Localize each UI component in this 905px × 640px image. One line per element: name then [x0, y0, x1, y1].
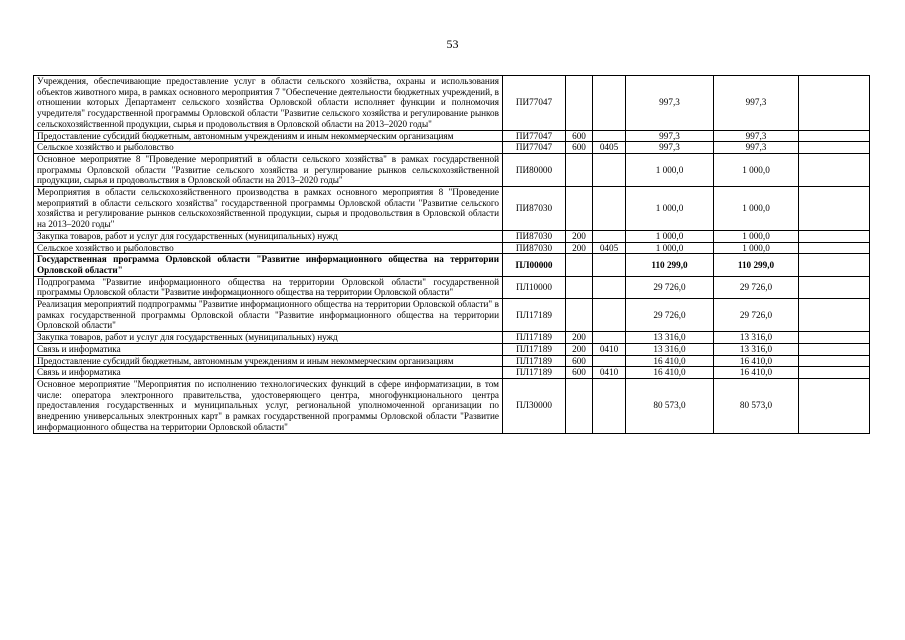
amount-2: 16 410,0 [714, 367, 799, 379]
row-name: Мероприятия в области сельскохозяйственного производства в рамках основного мероприятия 8 "Проведение мероприятий в области сельского хозяйства" государственной программы Орловской области "Развитие сельского хозяйства и регулирование рынков сельскохозяйственной продукции, сырья и продовольствия в Орловской области на 2013–2020 годы" [34, 187, 503, 231]
section-code [593, 276, 626, 298]
amount-1: 13 316,0 [626, 332, 714, 344]
target-code: ПИ77047 [503, 130, 566, 142]
section-code [593, 254, 626, 276]
amount-1: 997,3 [626, 130, 714, 142]
target-code: ПИ77047 [503, 76, 566, 131]
expense-type: 600 [566, 142, 593, 154]
table-body [34, 76, 870, 434]
row-name: Связь и информатика [34, 343, 503, 355]
amount-3 [799, 367, 870, 379]
expense-type [566, 299, 593, 332]
table-row [34, 378, 870, 433]
row-name: Реализация мероприятий подпрограммы "Развитие информационного общества на территории Орловской области" в рамках государственной программы Орловской области "Развитие информационного общества на территории Орловской области" [34, 299, 503, 332]
expense-type: 200 [566, 242, 593, 254]
amount-2: 16 410,0 [714, 355, 799, 367]
expense-type [566, 187, 593, 231]
target-code: ПИ87030 [503, 187, 566, 231]
table-row [34, 332, 870, 344]
table-row [34, 276, 870, 298]
expense-type [566, 153, 593, 186]
amount-1: 997,3 [626, 76, 714, 131]
table-row [34, 367, 870, 379]
amount-1: 1 000,0 [626, 242, 714, 254]
target-code: ПЛ17189 [503, 299, 566, 332]
amount-1: 110 299,0 [626, 254, 714, 276]
amount-1: 997,3 [626, 142, 714, 154]
row-name: Подпрограмма "Развитие информационного общества на территории Орловской области" государственной программы Орловской области "Развитие информационного общества на территории Орловской области" [34, 276, 503, 298]
amount-1: 16 410,0 [626, 367, 714, 379]
amount-3 [799, 332, 870, 344]
section-code: 0410 [593, 343, 626, 355]
amount-2: 997,3 [714, 142, 799, 154]
amount-2: 1 000,0 [714, 153, 799, 186]
expense-type: 200 [566, 230, 593, 242]
target-code: ПЛ30000 [503, 378, 566, 433]
section-code: 0405 [593, 242, 626, 254]
amount-2: 13 316,0 [714, 332, 799, 344]
amount-3 [799, 242, 870, 254]
expense-type [566, 276, 593, 298]
amount-3 [799, 276, 870, 298]
amount-1: 29 726,0 [626, 276, 714, 298]
amount-2: 1 000,0 [714, 230, 799, 242]
section-code [593, 153, 626, 186]
row-name: Учреждения, обеспечивающие предоставление услуг в области сельского хозяйства, охраны и использования объектов животного мира, в рамках основного мероприятия 7 "Обеспечение деятельности бюджетных учреждений, в отношении которых Департамент сельского хозяйства Орловской области исполняет функции и полномочия учредителя" государственной программы Орловской области "Развитие сельского хозяйства и регулирование рынков сельскохозяйственной продукции, сырья и продовольствия в Орловской области на 2013–2020 годы" [34, 76, 503, 131]
row-name: Основное мероприятие 8 "Проведение мероприятий в области сельского хозяйства" в рамках государственной программы Орловской области "Развитие сельского хозяйства и регулирование рынков сельскохозяйственной продукции, сырья и продовольствия в Орловской области на 2013–2020 годы" [34, 153, 503, 186]
amount-3 [799, 378, 870, 433]
amount-2: 997,3 [714, 130, 799, 142]
amount-3 [799, 254, 870, 276]
section-code [593, 230, 626, 242]
target-code: ПИ80000 [503, 153, 566, 186]
amount-1: 1 000,0 [626, 187, 714, 231]
amount-2: 13 316,0 [714, 343, 799, 355]
expense-type [566, 76, 593, 131]
table-row [34, 187, 870, 231]
target-code: ПЛ17189 [503, 367, 566, 379]
table-row [34, 242, 870, 254]
table-row [34, 142, 870, 154]
target-code: ПЛ00000 [503, 254, 566, 276]
amount-1: 16 410,0 [626, 355, 714, 367]
row-name: Основное мероприятие "Мероприятия по исполнению технологических функций в сфере информатизации, в том числе: оператора электронного правительства, удостоверяющего центра, многофункционального центра предоставления государственных и муниципальных услуг, региональной уполномоченной организации по внедрению универсальных электронных карт" в рамках государственной программы Орловской области "Развитие информационного общества на территории Орловской области" [34, 378, 503, 433]
section-code [593, 355, 626, 367]
amount-1: 1 000,0 [626, 153, 714, 186]
amount-2: 110 299,0 [714, 254, 799, 276]
target-code: ПИ87030 [503, 230, 566, 242]
amount-3 [799, 299, 870, 332]
row-name: Предоставление субсидий бюджетным, автономным учреждениям и иным некоммерческим организациям [34, 355, 503, 367]
amount-3 [799, 142, 870, 154]
expense-type [566, 254, 593, 276]
amount-1: 1 000,0 [626, 230, 714, 242]
section-code [593, 299, 626, 332]
table-row [34, 76, 870, 131]
amount-2: 1 000,0 [714, 187, 799, 231]
amount-2: 997,3 [714, 76, 799, 131]
budget-table [33, 75, 870, 434]
row-name: Предоставление субсидий бюджетным, автономным учреждениям и иным некоммерческим организациям [34, 130, 503, 142]
section-code [593, 76, 626, 131]
section-code [593, 130, 626, 142]
table-row [34, 130, 870, 142]
table-row [34, 299, 870, 332]
row-name: Государственная программа Орловской области "Развитие информационного общества на территории Орловской области" [34, 254, 503, 276]
row-name: Закупка товаров, работ и услуг для государственных (муниципальных) нужд [34, 332, 503, 344]
expense-type [566, 378, 593, 433]
amount-2: 80 573,0 [714, 378, 799, 433]
amount-3 [799, 355, 870, 367]
expense-type: 200 [566, 343, 593, 355]
target-code: ПИ87030 [503, 242, 566, 254]
table-row [34, 254, 870, 276]
section-code [593, 187, 626, 231]
table-row [34, 153, 870, 186]
target-code: ПИ77047 [503, 142, 566, 154]
amount-3 [799, 187, 870, 231]
section-code: 0410 [593, 367, 626, 379]
amount-2: 29 726,0 [714, 276, 799, 298]
section-code [593, 378, 626, 433]
table-row [34, 355, 870, 367]
amount-1: 13 316,0 [626, 343, 714, 355]
expense-type: 600 [566, 367, 593, 379]
section-code: 0405 [593, 142, 626, 154]
amount-1: 80 573,0 [626, 378, 714, 433]
amount-3 [799, 153, 870, 186]
target-code: ПЛ17189 [503, 355, 566, 367]
target-code: ПЛ10000 [503, 276, 566, 298]
amount-3 [799, 76, 870, 131]
section-code [593, 332, 626, 344]
row-name: Сельское хозяйство и рыболовство [34, 242, 503, 254]
target-code: ПЛ17189 [503, 332, 566, 344]
amount-3 [799, 130, 870, 142]
amount-3 [799, 343, 870, 355]
amount-3 [799, 230, 870, 242]
target-code: ПЛ17189 [503, 343, 566, 355]
table-row [34, 343, 870, 355]
expense-type: 200 [566, 332, 593, 344]
amount-2: 1 000,0 [714, 242, 799, 254]
expense-type: 600 [566, 130, 593, 142]
amount-1: 29 726,0 [626, 299, 714, 332]
page-number: 53 [446, 37, 459, 51]
expense-type: 600 [566, 355, 593, 367]
table-row [34, 230, 870, 242]
row-name: Сельское хозяйство и рыболовство [34, 142, 503, 154]
row-name: Связь и информатика [34, 367, 503, 379]
amount-2: 29 726,0 [714, 299, 799, 332]
row-name: Закупка товаров, работ и услуг для государственных (муниципальных) нужд [34, 230, 503, 242]
